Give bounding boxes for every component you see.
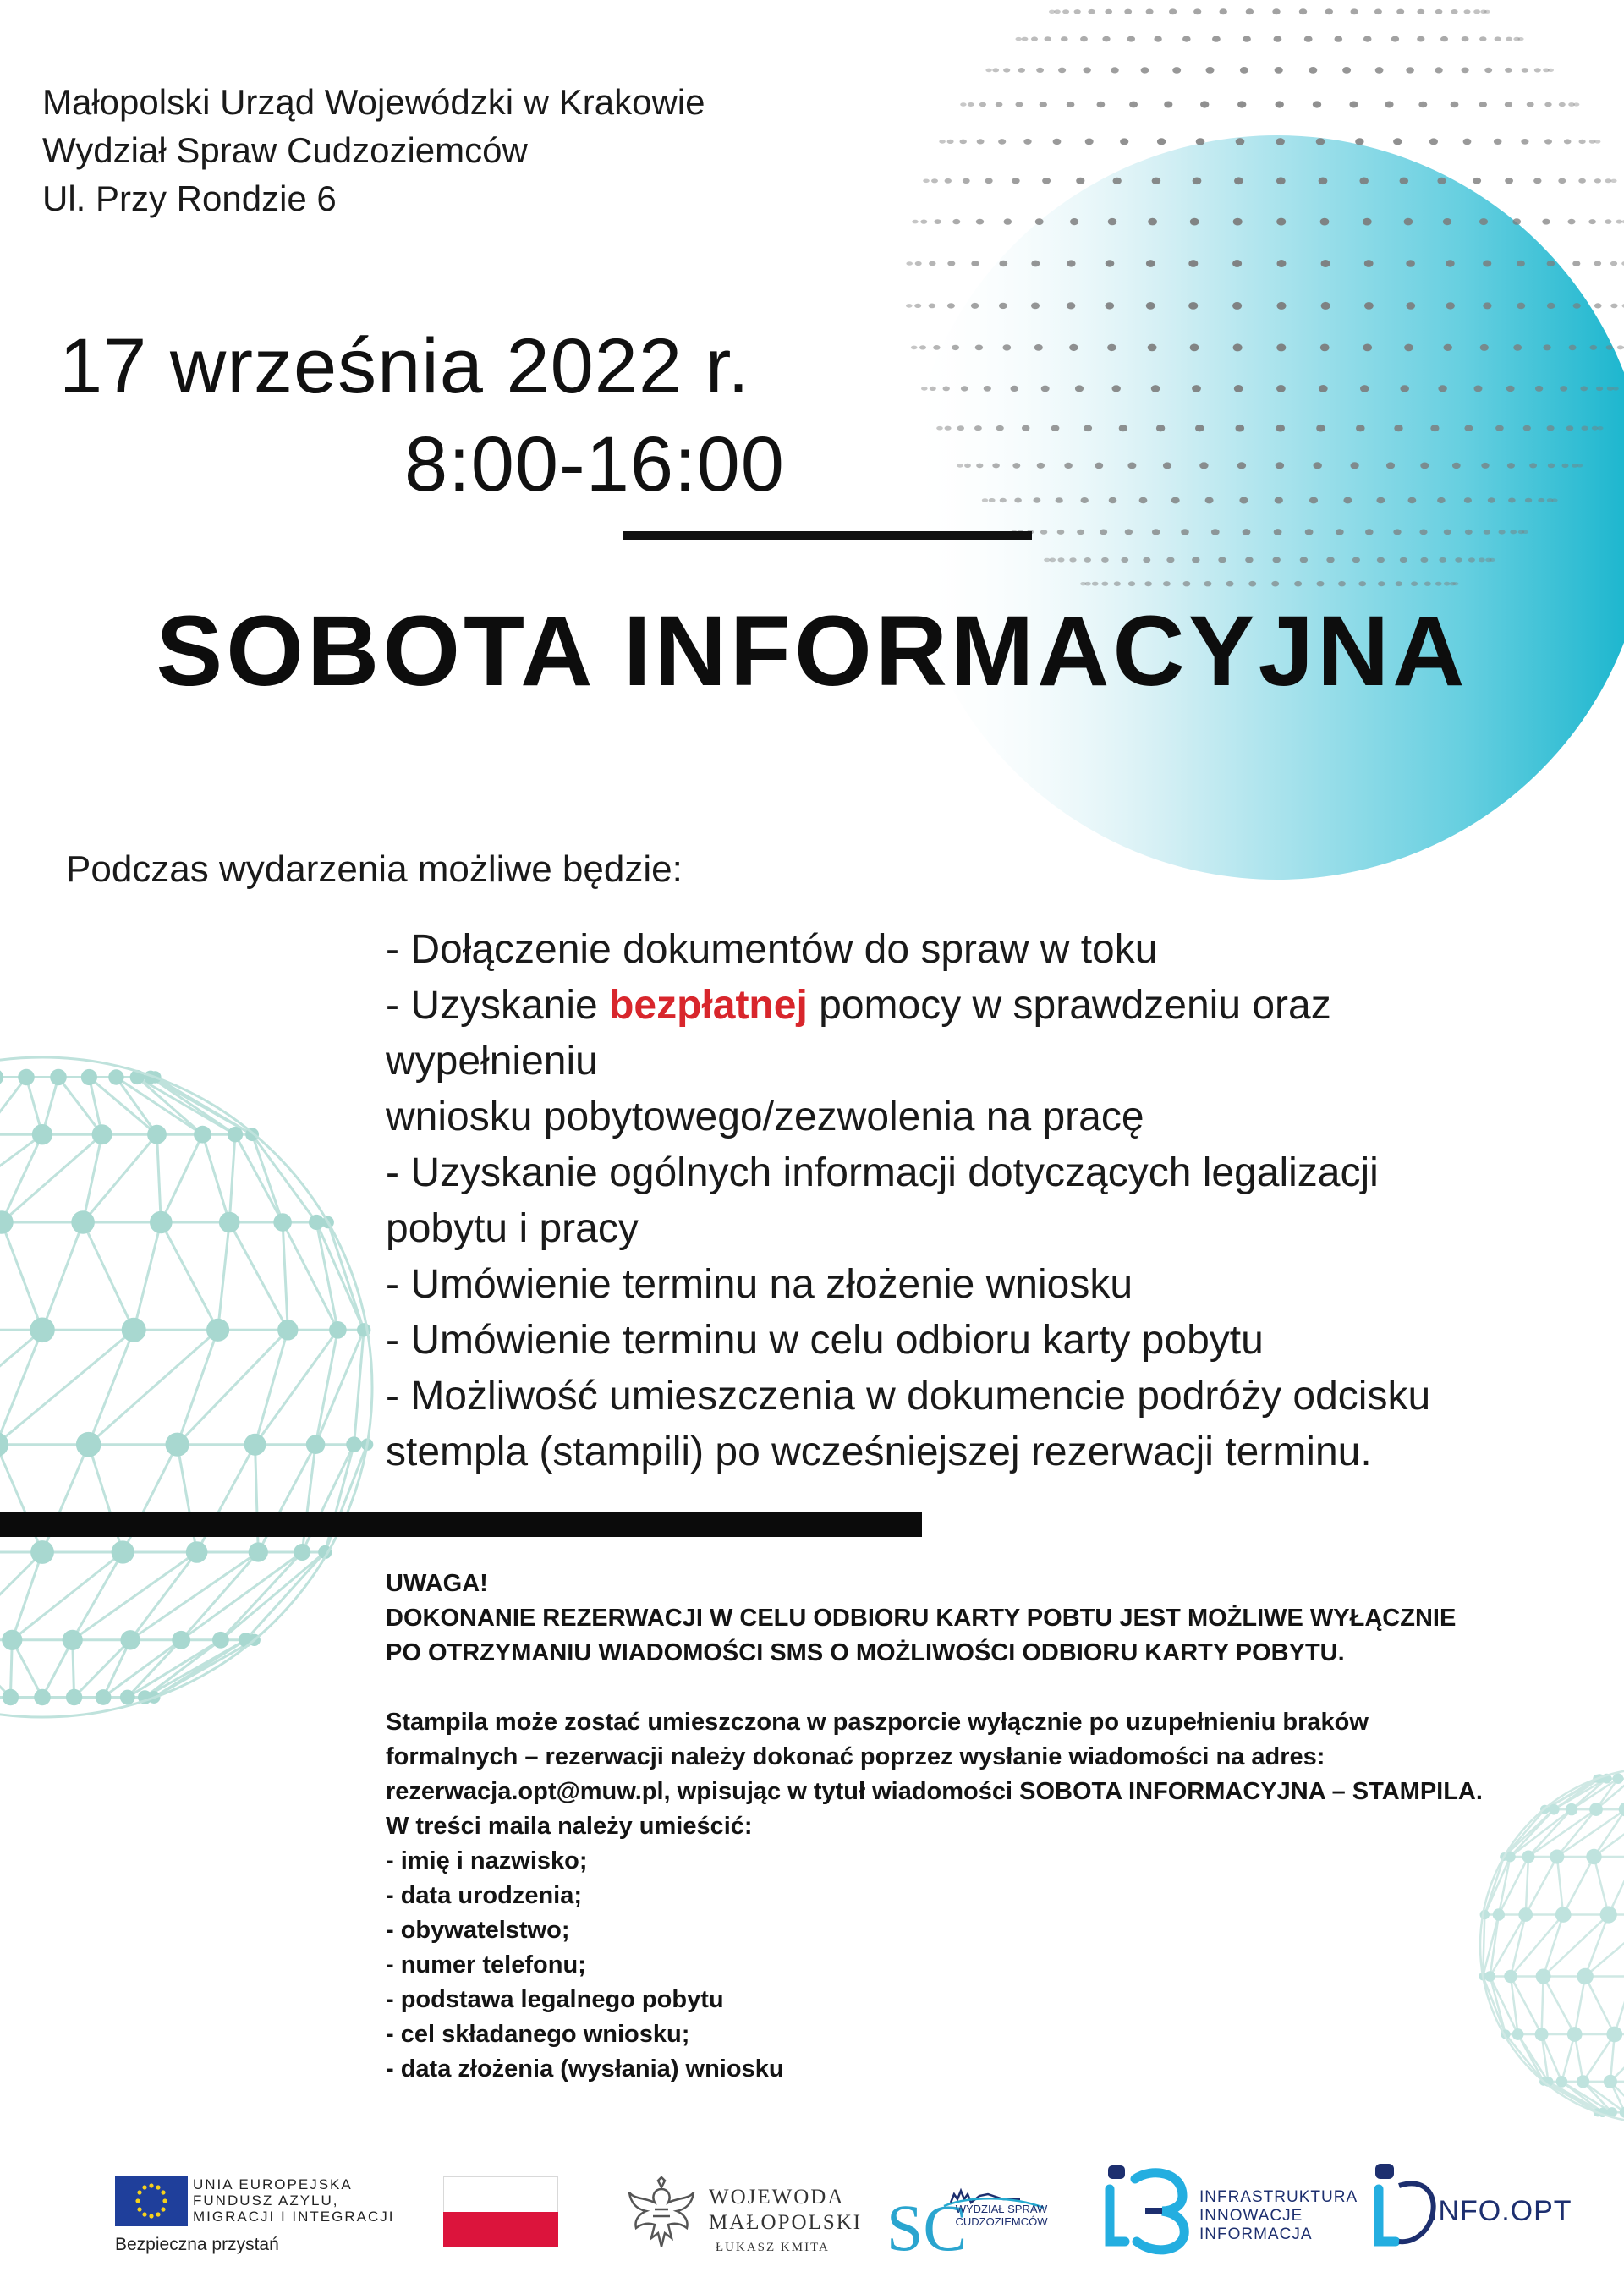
list-item-continued: pobytu i pracy	[386, 1206, 639, 1251]
notice-heading: UWAGA!	[386, 1570, 488, 1597]
office-address	[42, 78, 705, 222]
list-item: - Możliwość umieszczenia w dokumencie podróży odcisku	[386, 1374, 1431, 1419]
eu-caption: Bezpieczna przystań	[115, 2235, 279, 2254]
info-opt-logo-icon	[1365, 2160, 1438, 2255]
wojewoda-name: ŁUKASZ KMITA	[716, 2241, 830, 2254]
required-item: - data złożenia (wysłania) wniosku	[386, 2055, 784, 2083]
eu-flag-icon	[115, 2176, 188, 2226]
wsc-label: WYDZIAŁ SPRAW CUDZOZIEMCÓW	[955, 2203, 1048, 2228]
required-item: - data urodzenia;	[386, 1882, 583, 1909]
required-item: - obywatelstwo;	[386, 1917, 570, 1944]
event-time: 8:00-16:00	[404, 421, 785, 508]
list-item: - Umówienie terminu w celu odbioru karty pobytu	[386, 1318, 1264, 1363]
i3-label: INFRASTRUKTURA INNOWACJE INFORMACJA	[1199, 2188, 1358, 2243]
address-line: Ul. Przy Rondzie 6	[42, 178, 337, 218]
i3-logo-icon	[1101, 2162, 1196, 2257]
network-globe-left	[0, 1057, 373, 1717]
list-item: - Dołączenie dokumentów do spraw w toku	[386, 927, 1158, 972]
list-item: - Uzyskanie bezpłatnej pomocy w sprawdzeniu oraz	[386, 983, 1331, 1028]
address-line: Wydział Spraw Cudzoziemców	[42, 130, 528, 170]
eagle-emblem-icon	[626, 2176, 697, 2252]
required-item: - imię i nazwisko;	[386, 1847, 588, 1874]
notice-line: DOKONANIE REZERWACJI W CELU ODBIORU KARTY POBTU JEST MOŻLIWE WYŁĄCZNIE	[386, 1605, 1457, 1632]
list-item: - Uzyskanie ogólnych informacji dotyczących legalizacji	[386, 1150, 1379, 1195]
info-opt-label: INFO.OPT	[1429, 2195, 1572, 2227]
notice-line: W treści maila należy umieścić:	[386, 1813, 753, 1840]
eu-fund-label: UNIA EUROPEJSKA FUNDUSZ AZYLU, MIGRACJI I INTEGRACJI	[193, 2176, 395, 2225]
intro-text: Podczas wydarzenia możliwe będzie:	[66, 848, 683, 890]
notice-line: PO OTRZYMANIU WIADOMOŚCI SMS O MOŻLIWOŚCI ODBIORU KARTY POBYTU.	[386, 1639, 1345, 1666]
notice-block	[386, 1567, 1587, 2087]
notice-line: Stampila może zostać umieszczona w paszporcie wyłącznie po uzupełnieniu braków	[386, 1709, 1369, 1736]
wsc-letters: SC	[886, 2191, 968, 2258]
page-title: SOBOTA INFORMACYJNA	[156, 595, 1468, 707]
event-date: 17 września 2022 r.	[59, 323, 750, 409]
address-line: Małopolski Urząd Wojewódzki w Krakowie	[42, 82, 705, 122]
notice-line: rezerwacja.opt@muw.pl, wpisując w tytuł wiadomości SOBOTA INFORMACYJNA – STAMPILA.	[386, 1778, 1483, 1805]
cyan-sphere	[905, 135, 1624, 880]
required-item: - numer telefonu;	[386, 1951, 586, 1978]
thick-divider	[0, 1512, 922, 1537]
services-list	[386, 922, 1485, 1480]
list-item-continued: stempla (stampili) po wcześniejszej rezerwacji terminu.	[386, 1430, 1372, 1474]
list-item-continued: wypełnieniu	[386, 1039, 598, 1084]
wojewoda-label: WOJEWODA MAŁOPOLSKI	[709, 2186, 863, 2234]
list-item: - Umówienie terminu na złożenie wniosku	[386, 1262, 1133, 1307]
list-item-continued: wniosku pobytowego/zezwolenia na pracę	[386, 1095, 1144, 1139]
divider	[623, 531, 1032, 540]
required-item: - podstawa legalnego pobytu	[386, 1986, 724, 2013]
polish-flag-icon	[443, 2176, 558, 2247]
required-item: - cel składanego wniosku;	[386, 2021, 690, 2048]
notice-line: formalnych – rezerwacji należy dokonać poprzez wysłanie wiadomości na adres:	[386, 1743, 1325, 1770]
free-emphasis: bezpłatnej	[609, 983, 808, 1028]
